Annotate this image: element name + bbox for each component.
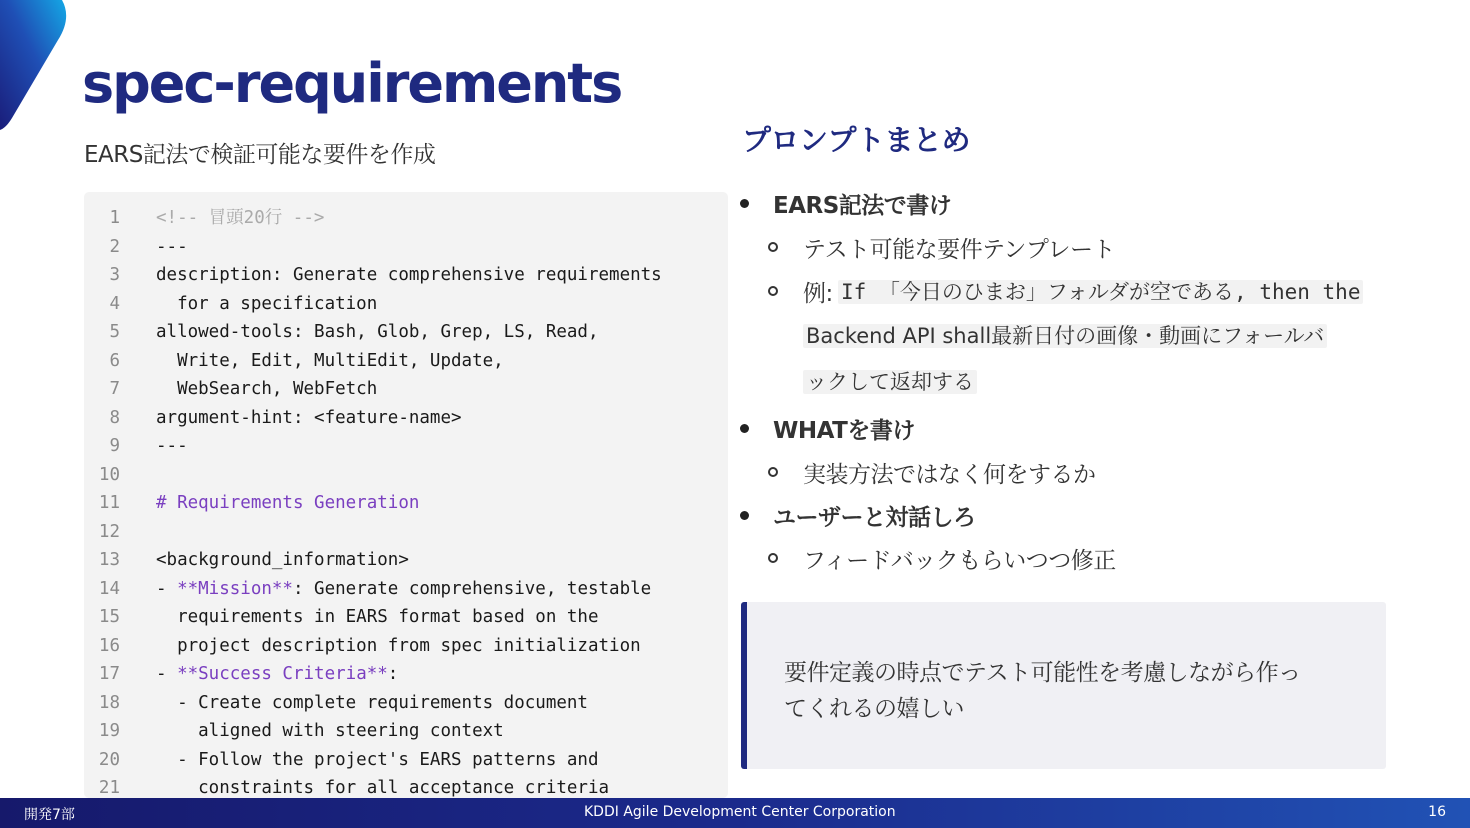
code-text: - Create complete requirements document bbox=[156, 692, 588, 713]
line-number: 11 bbox=[98, 493, 120, 513]
footer-bar bbox=[0, 798, 1470, 828]
line-number: 20 bbox=[98, 749, 120, 770]
sub-bullet-template-label: テスト可能な要件テンプレート bbox=[803, 237, 1116, 263]
line-number: 7 bbox=[109, 379, 120, 399]
sub-bullet-ring bbox=[768, 286, 778, 296]
line-number: 17 bbox=[98, 664, 120, 684]
code-line bbox=[84, 546, 728, 574]
line-number: 9 bbox=[109, 436, 120, 456]
line-number: 21 bbox=[98, 778, 120, 798]
page-title: spec-requirements bbox=[82, 52, 622, 115]
line-number: 6 bbox=[109, 350, 120, 371]
code-text: <background_information> bbox=[156, 550, 409, 570]
bullet-ears-label: EARS記法で書け bbox=[773, 193, 952, 219]
example-code-line-2: Backend API shall最新日付の画像・動画にフォールバ bbox=[803, 324, 1327, 348]
code-text: - **Mission**: Generate comprehensive, testable bbox=[156, 578, 652, 599]
code-line bbox=[84, 774, 728, 798]
code-block bbox=[84, 192, 728, 798]
code-line bbox=[84, 518, 728, 546]
code-text: - **Success Criteria**: bbox=[156, 664, 399, 684]
page-subtitle: EARS記法で検証可能な要件を作成 bbox=[84, 142, 436, 168]
line-number: 18 bbox=[98, 692, 120, 713]
code-line bbox=[84, 489, 728, 517]
code-line bbox=[84, 660, 728, 688]
code-text: for a specification bbox=[156, 293, 378, 314]
line-number: 5 bbox=[109, 322, 120, 342]
code-text: # Requirements Generation bbox=[156, 493, 420, 513]
example-code-line-3: ックして返却する bbox=[803, 370, 977, 394]
code-text: <!-- 冒頭20行 --> bbox=[156, 208, 325, 228]
code-line bbox=[84, 575, 728, 603]
summary-heading: プロンプトまとめ bbox=[742, 123, 971, 157]
code-line bbox=[84, 290, 728, 318]
line-number: 8 bbox=[109, 407, 120, 428]
code-line bbox=[84, 261, 728, 289]
footer-department: 開発7部 bbox=[24, 807, 75, 823]
code-line bbox=[84, 632, 728, 660]
code-line bbox=[84, 375, 728, 403]
sub-bullet-example-label: 例: bbox=[803, 281, 833, 307]
code-text: --- bbox=[156, 236, 188, 257]
code-line bbox=[84, 717, 728, 745]
line-number: 4 bbox=[109, 293, 120, 314]
code-line bbox=[84, 689, 728, 717]
code-text: argument-hint: <feature-name> bbox=[156, 407, 462, 428]
sub-bullet-feedback-label: フィードバックもらいつつ修正 bbox=[803, 548, 1116, 574]
code-line bbox=[84, 746, 728, 774]
quote-box bbox=[741, 602, 1386, 769]
line-number: 2 bbox=[109, 236, 120, 257]
bullet-dot bbox=[740, 199, 749, 208]
example-code-line-1: If 「今日のひまお」フォルダが空である, then the bbox=[838, 280, 1363, 304]
corner-decoration bbox=[0, 0, 70, 130]
line-number: 12 bbox=[98, 521, 120, 542]
code-line bbox=[84, 603, 728, 631]
code-text: allowed-tools: Bash, Glob, Grep, LS, Read, bbox=[156, 322, 599, 342]
code-text: - Follow the project's EARS patterns and bbox=[156, 749, 599, 770]
code-text: requirements in EARS format based on the bbox=[156, 607, 599, 627]
code-line bbox=[84, 318, 728, 346]
line-number: 13 bbox=[98, 550, 120, 570]
sub-bullet-ring bbox=[768, 467, 778, 477]
line-number: 14 bbox=[98, 578, 120, 599]
code-line bbox=[84, 404, 728, 432]
page-number: 16 bbox=[1428, 804, 1446, 820]
code-line bbox=[84, 461, 728, 489]
bullet-dot bbox=[740, 511, 749, 520]
sub-bullet-ring bbox=[768, 553, 778, 563]
line-number: 15 bbox=[98, 607, 120, 627]
code-text: project description from spec initialization bbox=[156, 635, 641, 656]
bullet-what-label: WHATを書け bbox=[773, 418, 915, 444]
code-text: aligned with steering context bbox=[156, 721, 504, 741]
code-text: --- bbox=[156, 436, 188, 456]
bullet-dot bbox=[740, 424, 749, 433]
code-text: Write, Edit, MultiEdit, Update, bbox=[156, 350, 504, 371]
quote-line-2: てくれるの嬉しい bbox=[784, 696, 964, 722]
code-text: WebSearch, WebFetch bbox=[156, 379, 378, 399]
footer-company: KDDI Agile Development Center Corporation bbox=[584, 804, 896, 820]
bullet-dialogue-label: ユーザーと対話しろ bbox=[773, 505, 976, 531]
code-line bbox=[84, 204, 728, 232]
line-number: 19 bbox=[98, 721, 120, 741]
code-line bbox=[84, 233, 728, 261]
line-number: 3 bbox=[109, 265, 120, 285]
sub-bullet-ring bbox=[768, 242, 778, 252]
sub-bullet-implementation-label: 実装方法ではなく何をするか bbox=[803, 462, 1096, 488]
code-line bbox=[84, 347, 728, 375]
line-number: 10 bbox=[98, 464, 120, 485]
code-text: description: Generate comprehensive requirements bbox=[156, 265, 662, 285]
line-number: 1 bbox=[109, 208, 120, 228]
code-line bbox=[84, 432, 728, 460]
code-text: constraints for all acceptance criteria bbox=[156, 778, 610, 798]
quote-line-1: 要件定義の時点でテスト可能性を考慮しながら作っ bbox=[784, 660, 1301, 686]
line-number: 16 bbox=[98, 635, 120, 656]
